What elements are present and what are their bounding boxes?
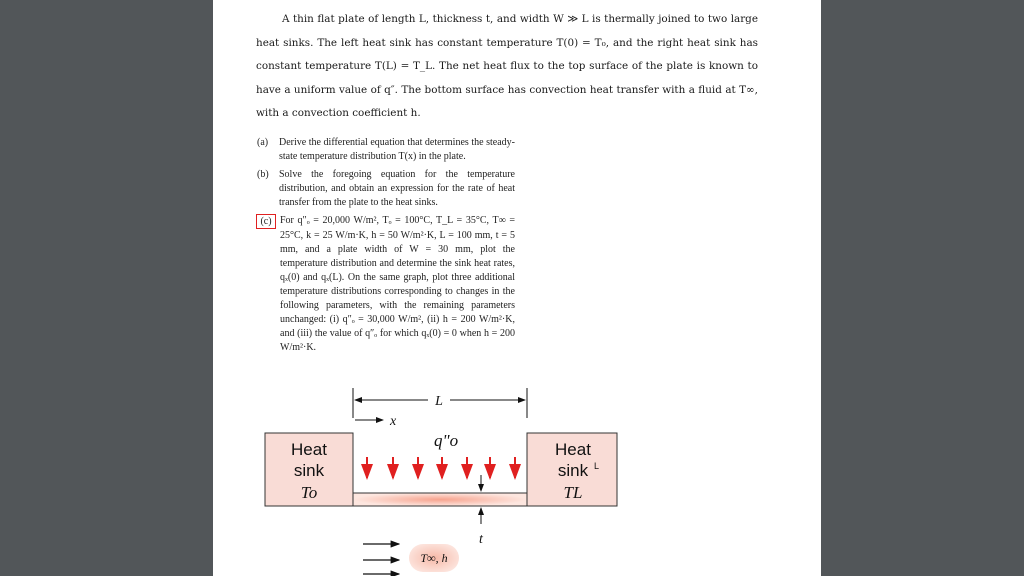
part-b-text: Solve the foregoing equation for the temperature distribution, and obtain an expression for the rate of heat transfer from the plate to the heat sinks. [279, 169, 515, 209]
part-c-label: (c) [256, 214, 276, 229]
right-sink-line2: sink [557, 461, 589, 480]
left-sink-line1: Heat [291, 440, 327, 459]
problem-statement [256, 8, 758, 126]
part-a-label: (a) [257, 137, 269, 148]
right-sink-temp: TL [563, 483, 583, 502]
fluid-label: T∞, h [420, 551, 448, 565]
left-sink-temp: To [300, 483, 318, 502]
plate-diagram [213, 380, 821, 576]
part-c-text: For q″ₒ = 20,000 W/m², Tₒ = 100°C, T_L = 35°C, T∞ = 25°C, k = 25 W/m·K, h = 50 W/m²·K, L = 100 mm, t = 5 mm, and a plate width of W = 30 mm, plot the temperature distribution and determine the sink heat rates, qₓ(0) and qₓ(L). On the same graph, plot three additional temperature distributions corresponding to changes in the following parameters, with the remaining parameters unchanged: (i) q″ₒ = 30,000 W/m², (ii) h = 200 W/m²·K, and (iii) the value of q″ₒ for which qₓ(0) = 0 when h = 200 W/m²·K. [280, 215, 515, 354]
flux-label: q"o [434, 431, 459, 450]
left-sink-line2: sink [293, 461, 325, 480]
part-b-label: (b) [257, 169, 269, 181]
x-label: x [390, 414, 397, 429]
thickness-label: t [479, 532, 483, 547]
thin-plate [353, 493, 527, 506]
right-sink-line1: Heat [555, 440, 591, 459]
problem-parts [257, 136, 515, 359]
intro-paragraph: A thin flat plate of length L, thickness t, and width W ≫ L is thermally joined to two large heat sinks. The left heat sink has constant temperature T(0) = T₀, and the right heat sink has constant temperature T(L) = T_L. The net heat flux to the top surface of the plate is known to have a uniform value of q″. The bottom surface has convection heat transfer with a fluid at T∞, with a convection coefficient h. [256, 13, 758, 120]
heat-flux-arrows [367, 457, 515, 478]
part-a [257, 136, 515, 164]
part-b [257, 168, 515, 210]
part-a-text: Derive the differential equation that determines the steady-state temperature distribution T(x) in the plate. [279, 137, 515, 163]
length-label: L [435, 394, 443, 409]
fluid-flow-arrows [363, 544, 399, 574]
part-c [257, 214, 515, 355]
document-page [213, 0, 821, 576]
right-sink-sup: L [594, 461, 600, 471]
